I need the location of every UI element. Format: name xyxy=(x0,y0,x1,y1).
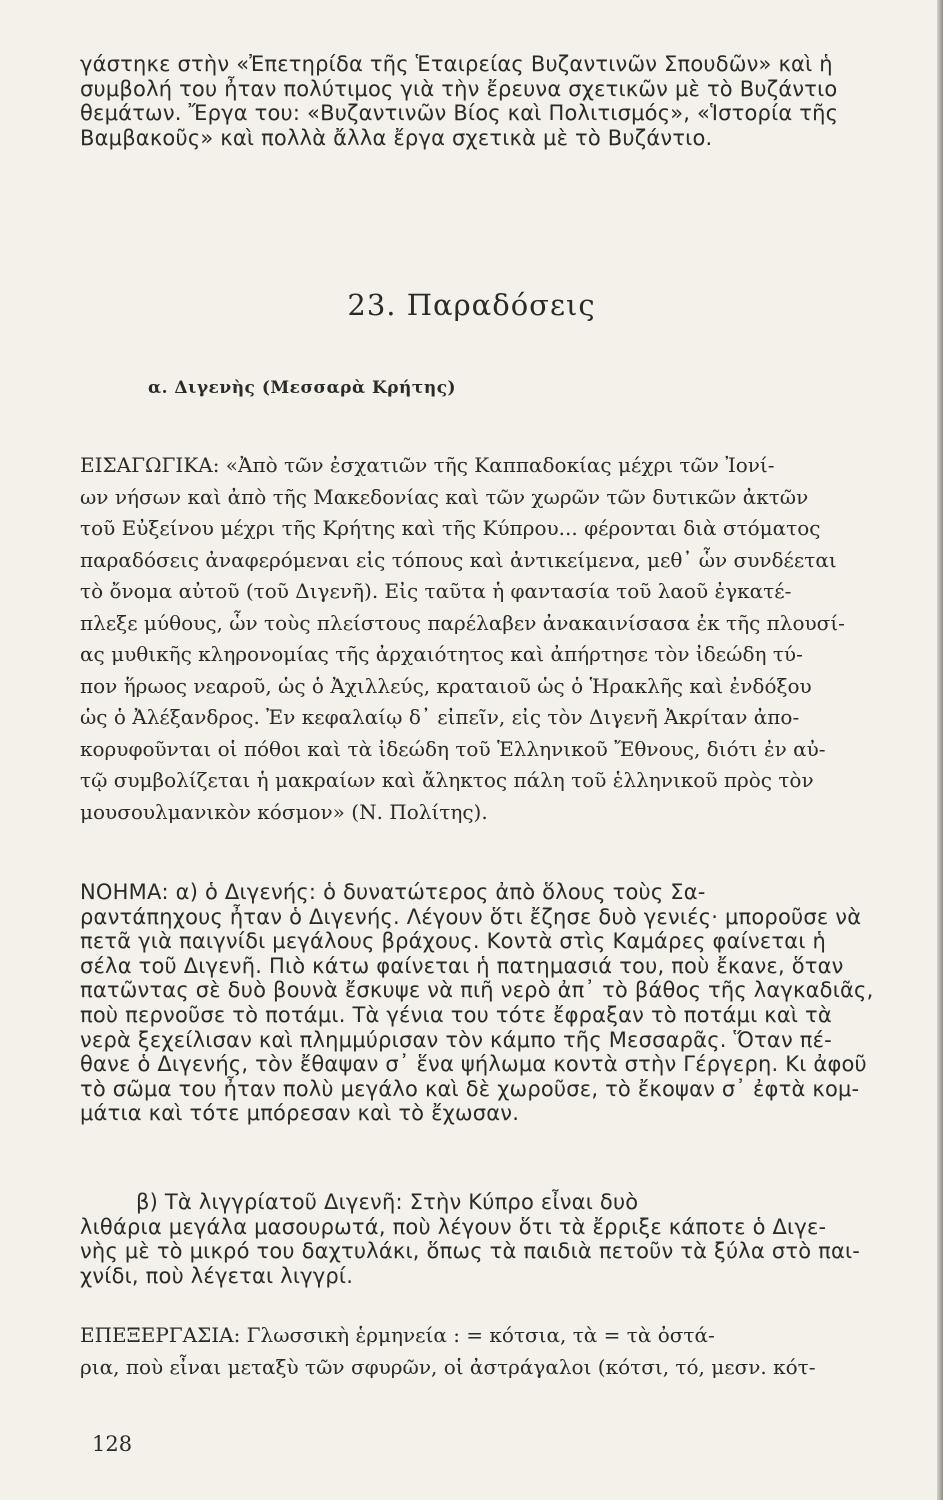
text-line: μουσουλμανικὸν κόσμον» (Ν. Πολίτης). xyxy=(80,799,488,824)
text-line: νερὰ ξεχείλισαν καὶ πλημμύρισαν τὸν κάμπο τῆς Μεσσαρᾶς. Ὅταν πέ- xyxy=(80,1027,832,1052)
meaning-b-paragraph xyxy=(80,1190,932,1288)
text-line: Βαμβακοῦς» καὶ πολλὰ ἄλλα ἔργα σχετικὰ μὲ τὸ Βυζάντιο. xyxy=(80,125,713,150)
text-line: κορυφοῦνται οἱ πόθοι καὶ τὰ ἰδεώδη τοῦ Ἑλληνικοῦ Ἔθνους, διότι ἐν αὐ- xyxy=(80,736,826,761)
text-line: ρια, ποὺ εἶναι μεταξὺ τῶν σφυρῶν, οἱ ἀστράγαλοι (κότσι, τό, μεσν. κότ- xyxy=(80,1354,816,1379)
text-line: ΕΙΣΑΓΩΓΙΚΑ: «Ἀπὸ τῶν ἐσχατιῶν τῆς Καππαδοκίας μέχρι τῶν Ἰονί- xyxy=(80,453,775,477)
text-line: ὡς ὁ Ἀλέξανδρος. Ἐν κεφαλαίῳ δ᾿ εἰπεῖν, εἰς τὸν Διγενῆ Ἀκρίταν ἀπο- xyxy=(80,705,800,729)
text-line: σέλα τοῦ Διγενῆ. Πιὸ κάτω φαίνεται ἡ πατημασιά του, ποὺ ἔκανε, ὅταν xyxy=(80,953,844,978)
text-line: ας μυθικῆς κληρονομίας τῆς ἀρχαιότητος καὶ ἀπήρτησε τὸν ἰδεώδη τύ- xyxy=(80,642,803,666)
text-line: τὸ ὄνομα αὐτοῦ (τοῦ Διγενῆ). Εἰς ταῦτα ἡ φαντασία τοῦ λαοῦ ἐγκατέ- xyxy=(80,579,792,603)
text-line: παραδόσεις ἀναφερόμεναι εἰς τόπους καὶ ἀντικείμενα, μεθ᾿ ὧν συνδέεται xyxy=(80,547,837,572)
top-paragraph xyxy=(80,52,932,150)
processing-paragraph xyxy=(80,1320,932,1383)
text-line: ΕΠΕΞΕΡΓΑΣΙΑ: Γλωσσικὴ ἑρμηνεία : = κότσια, τὰ = τὰ ὀστά- xyxy=(80,1323,715,1347)
section-title: 23. Παραδόσεις xyxy=(347,288,596,322)
text-line: μάτια καὶ τότε μπόρεσαν καὶ τὸ ἔχωσαν. xyxy=(80,1101,520,1126)
introduction-paragraph xyxy=(80,450,932,828)
text-line: τῷ συμβολίζεται ἡ μακραίων καὶ ἄληκτος πάλη τοῦ ἑλληνικοῦ πρὸς τὸν xyxy=(80,768,814,792)
text-line: τοῦ Εὐξείνου μέχρι τῆς Κρήτης καὶ τῆς Κύπρου... φέρονται διὰ στόματος xyxy=(80,516,821,540)
text-line: πατῶντας σὲ δυὸ βουνὰ ἔσκυψε νὰ πιῆ νερὸ ἀπ᾿ τὸ βάθος τῆς λαγκαδιᾶς, xyxy=(80,978,874,1003)
text-line: ων νήσων καὶ ἀπὸ τῆς Μακεδονίας καὶ τῶν χωρῶν τῶν δυτικῶν ἀκτῶν xyxy=(80,484,809,509)
text-line: πετᾶ γιὰ παιγνίδι μεγάλους βράχους. Κοντὰ στὶς Καμάρες φαίνεται ἡ xyxy=(80,929,827,954)
text-line: ραντάπηχους ἦταν ὁ Διγενής. Λέγουν ὅτι ἔζησε δυὸ γενιές· μποροῦσε νὰ xyxy=(80,904,862,929)
text-line: θανε ὁ Διγενής, τὸν ἔθαψαν σ᾿ ἕνα ψήλωμα κοντὰ στὴν Γέργερη. Κι ἀφοῦ xyxy=(80,1052,867,1077)
text-line: θεμάτων. Ἔργα του: «Βυζαντινῶν Βίος καὶ Πολιτισμός», «Ἱστορία τῆς xyxy=(80,101,839,126)
page-edge xyxy=(937,0,943,1500)
subsection-title: α. Διγενὴς (Μεσσαρὰ Κρήτης) xyxy=(148,378,457,398)
text-line: ποὺ περνοῦσε τὸ ποτάμι. Τὰ γένια του τότε ἔφραξαν τὸ ποτάμι καὶ τὰ xyxy=(80,1002,832,1027)
text-line: β) Τὰ λιγγρίατοῦ Διγενῆ: Στὴν Κύπρο εἶναι δυὸ xyxy=(136,1190,639,1214)
text-line: νὴς μὲ τὸ μικρό του δαχτυλάκι, ὅπως τὰ παιδιὰ πετοῦν τὰ ξύλα στὸ παι- xyxy=(80,1239,861,1264)
text-line: συμβολή του ἦταν πολύτιμος γιὰ τὴν ἔρευνα σχετικῶν μὲ τὸ Βυζάντιο xyxy=(80,76,838,101)
text-line: τὸ σῶμα του ἦταν πολὺ μεγάλο καὶ δὲ χωροῦσε, τὸ ἔκοψαν σ᾿ ἐφτὰ κομ- xyxy=(80,1076,860,1101)
text-line: πλεξε μύθους, ὧν τοὺς πλείστους παρέλαβεν ἀνακαινίσασα ἐκ τῆς πλουσί- xyxy=(80,610,845,635)
page-number: 128 xyxy=(92,1432,133,1456)
text-line: χνίδι, ποὺ λέγεται λιγγρί. xyxy=(80,1263,354,1288)
text-line: γάστηκε στὴν «Ἐπετηρίδα τῆς Ἑταιρείας Βυζαντινῶν Σπουδῶν» καὶ ἡ xyxy=(80,52,833,76)
text-line: πον ἥρωος νεαροῦ, ὡς ὁ Ἀχιλλεύς, κραταιοῦ ὡς ὁ Ἡρακλῆς καὶ ἐνδόξου xyxy=(80,673,812,698)
text-line: ΝΟΗΜΑ: α) ὁ Διγενής: ὁ δυνατώτερος ἀπὸ ὅλους τοὺς Σα- xyxy=(80,880,706,904)
text-line: λιθάρια μεγάλα μασουρωτά, ποὺ λέγουν ὅτι τὰ ἔρριξε κάποτε ὁ Διγε- xyxy=(80,1214,827,1239)
meaning-paragraph xyxy=(80,880,932,1126)
